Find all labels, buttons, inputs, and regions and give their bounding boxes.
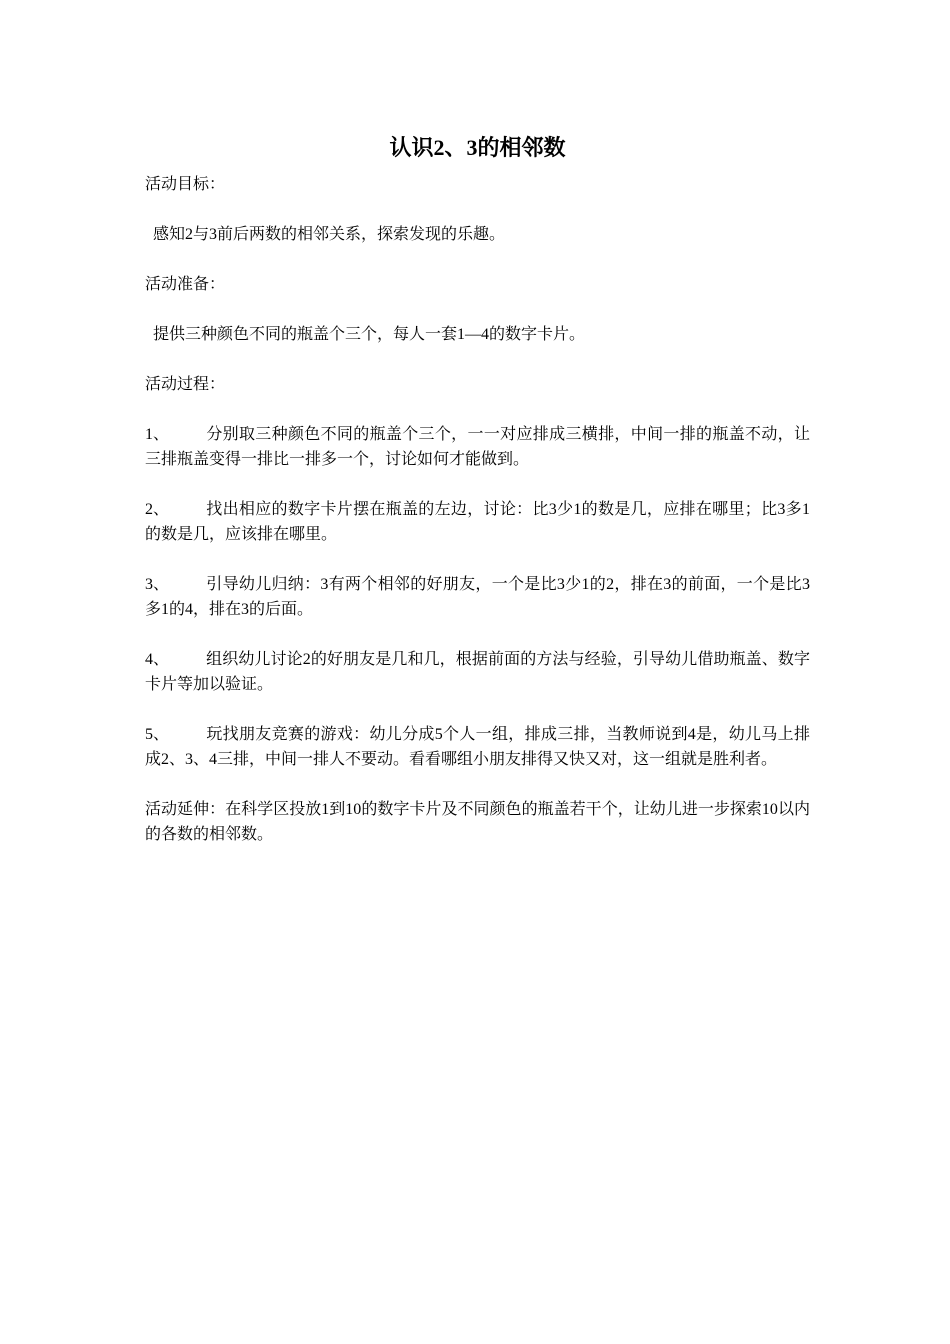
step-text: 找出相应的数字卡片摆在瓶盖的左边，讨论：比3少1的数是几，应排在哪里；比3多1的数是几，应该排在哪里。 — [145, 501, 810, 543]
document-title: 认识2、3的相邻数 — [389, 135, 566, 160]
process-step-1 — [145, 422, 810, 472]
document-page — [145, 130, 810, 847]
spacer — [145, 297, 810, 322]
step-text: 玩找朋友竞赛的游戏：幼儿分成5个人一组，排成三排，当教师说到4是，幼儿马上排成2、3、4三排，中间一排人不要动。看看哪组小朋友排得又快又对，这一组就是胜利者。 — [145, 726, 810, 768]
spacer — [145, 197, 810, 222]
spacer — [145, 697, 810, 722]
step-text: 分别取三种颜色不同的瓶盖个三个，一一对应排成三横排，中间一排的瓶盖不动，让三排瓶盖变得一排比一排多一个，讨论如何才能做到。 — [145, 426, 810, 468]
spacer — [145, 347, 810, 372]
step-number: 5、 — [145, 726, 170, 743]
spacer — [145, 472, 810, 497]
step-number: 2、 — [145, 501, 170, 518]
spacer — [145, 397, 810, 422]
step-number: 3、 — [145, 576, 170, 593]
spacer — [145, 622, 810, 647]
goal-text: 感知2与3前后两数的相邻关系，探索发现的乐趣。 — [153, 226, 506, 243]
process-step-5 — [145, 722, 810, 772]
process-label: 活动过程： — [145, 376, 226, 393]
prep-text: 提供三种颜色不同的瓶盖个三个，每人一套1—4的数字卡片。 — [153, 326, 586, 343]
process-step-4 — [145, 647, 810, 697]
spacer — [145, 772, 810, 797]
step-number: 4、 — [145, 651, 170, 668]
extension-paragraph: 活动延伸：在科学区投放1到10的数字卡片及不同颜色的瓶盖若干个，让幼儿进一步探索10以内的各数的相邻数。 — [145, 801, 810, 843]
process-step-2 — [145, 497, 810, 547]
prep-label: 活动准备： — [145, 276, 226, 293]
step-number: 1、 — [145, 426, 170, 443]
step-text: 组织幼儿讨论2的好朋友是几和几，根据前面的方法与经验，引导幼儿借助瓶盖、数字卡片等加以验证。 — [145, 651, 810, 693]
step-text: 引导幼儿归纳：3有两个相邻的好朋友，一个是比3少1的2，排在3的前面，一个是比3多1的4，排在3的后面。 — [145, 576, 810, 618]
goal-label: 活动目标： — [145, 176, 226, 193]
spacer — [145, 547, 810, 572]
process-step-3 — [145, 572, 810, 622]
spacer — [145, 247, 810, 272]
